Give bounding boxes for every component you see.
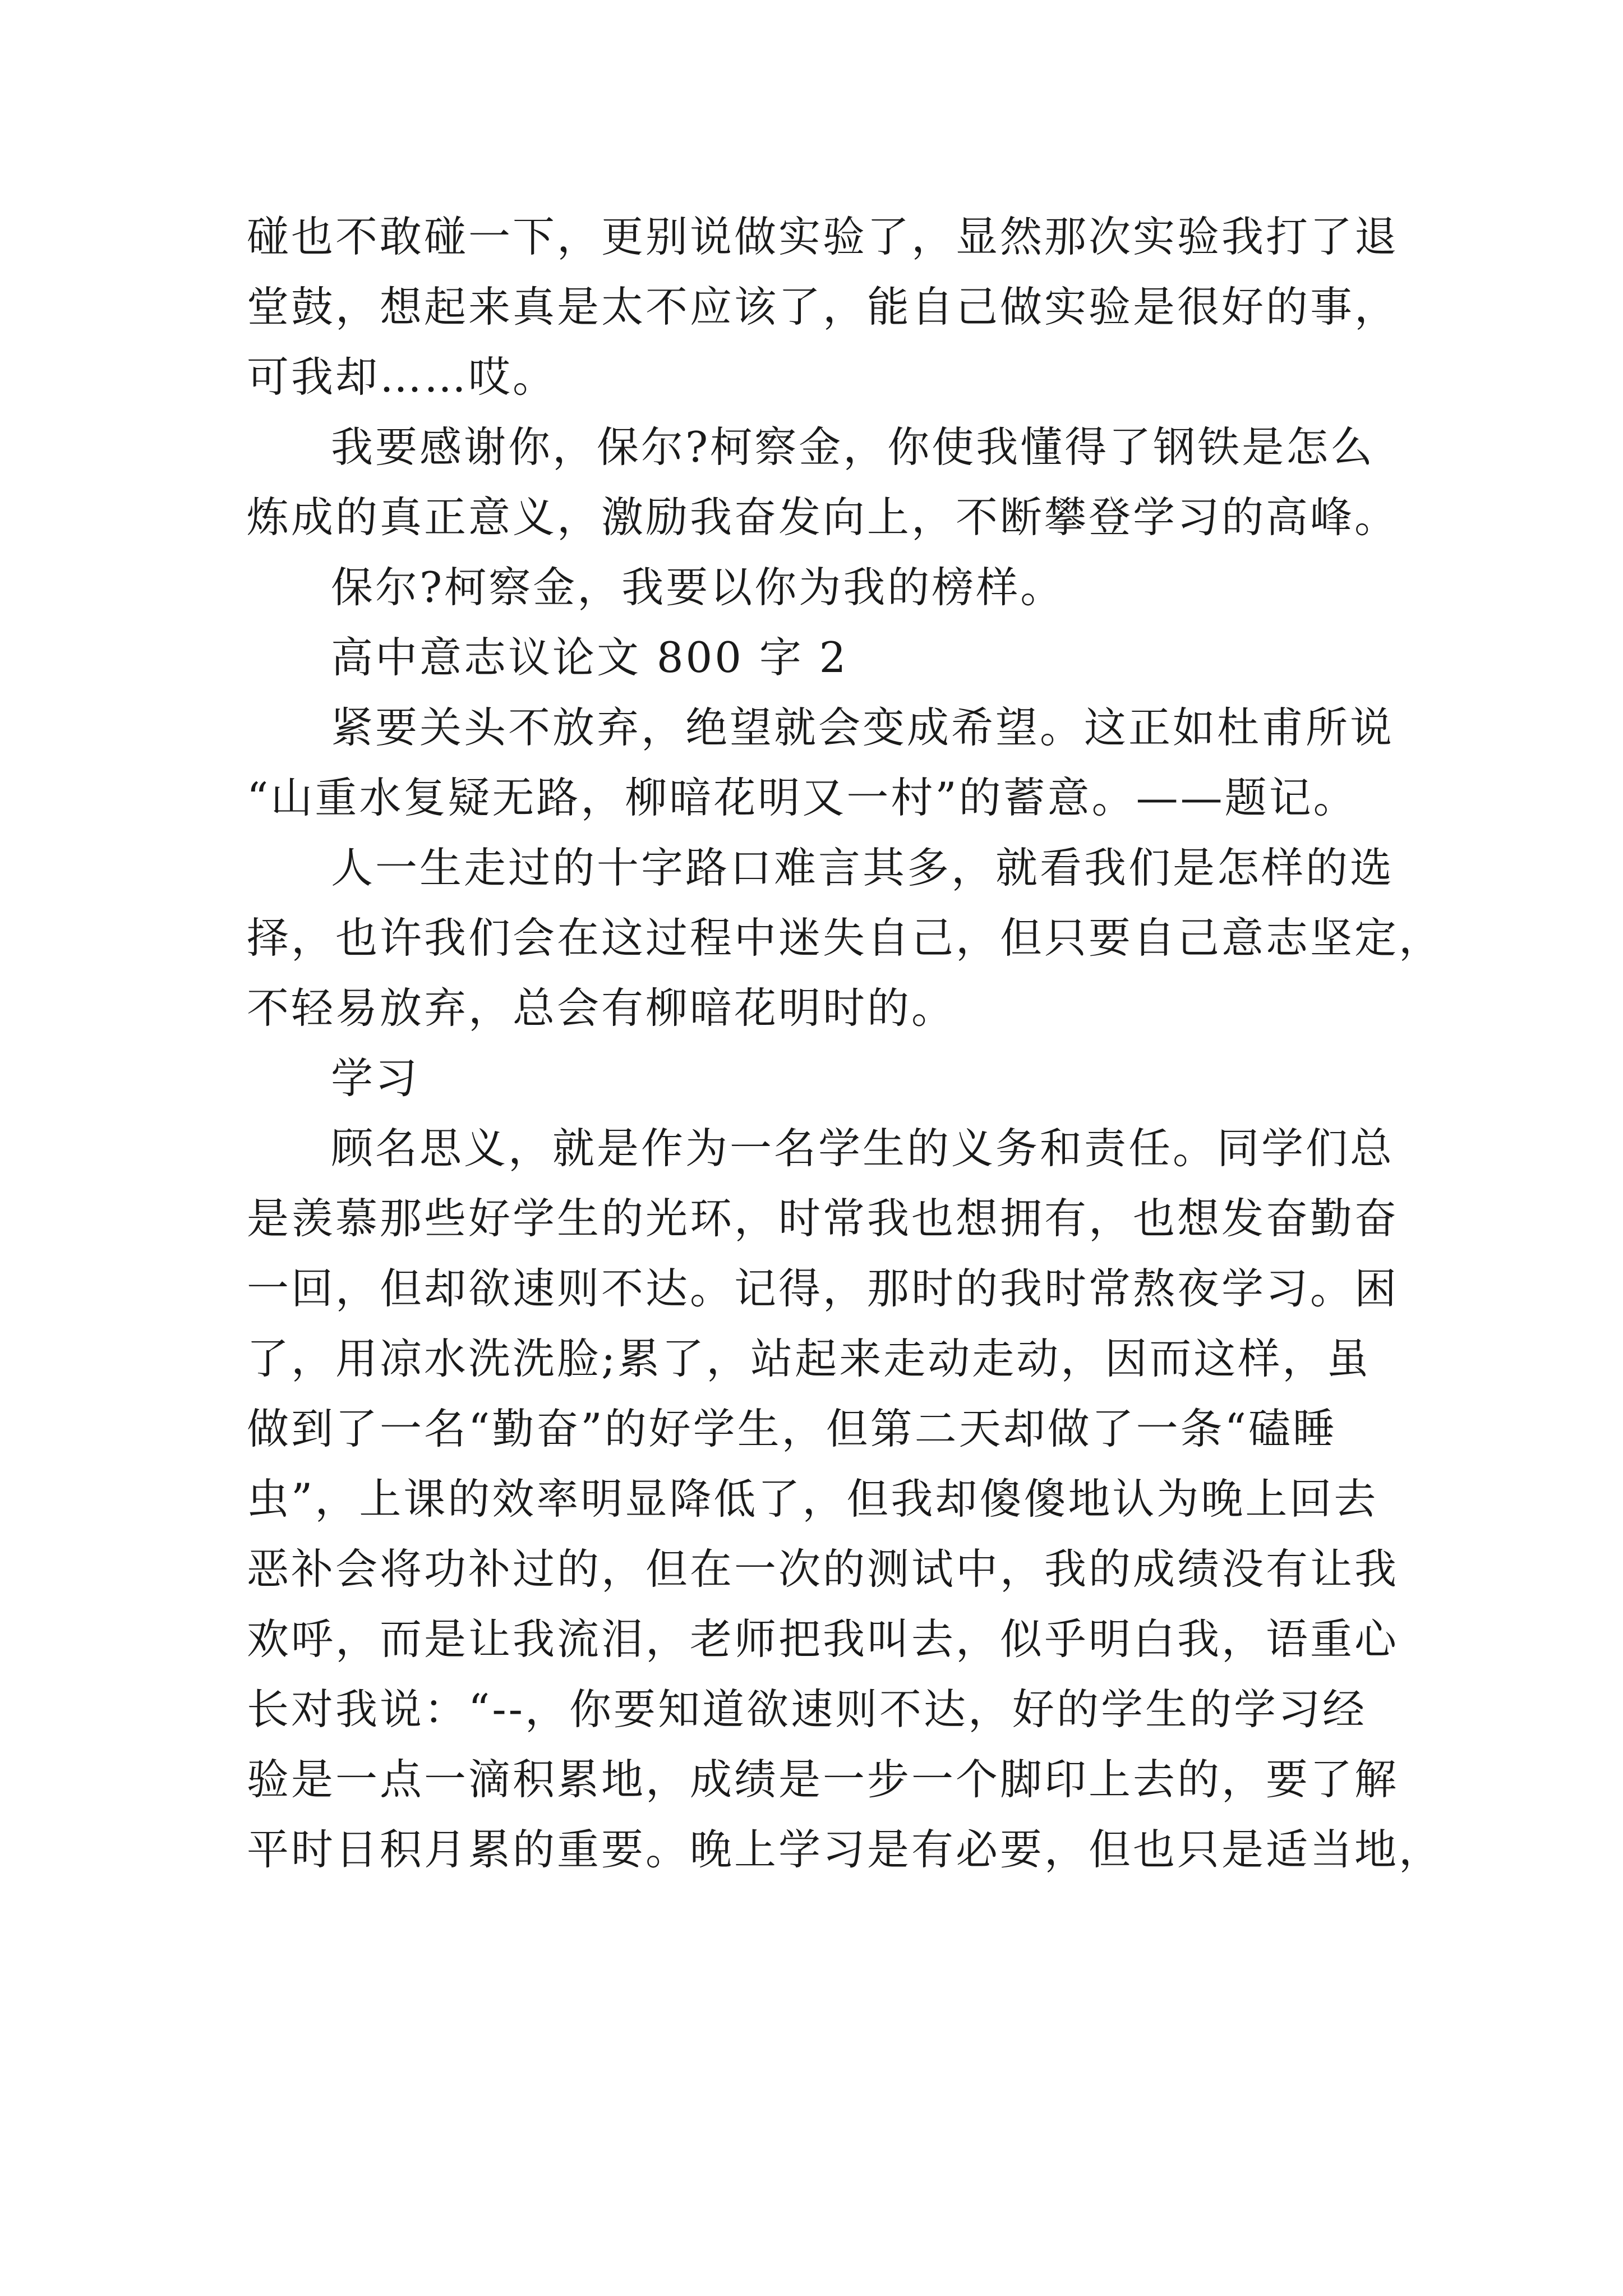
text-line: 平时日积月累的重要。晚上学习是有必要，但也只是适当地， [247, 1825, 1444, 1874]
text-line: 我要感谢你，保尔?柯察金，你使我懂得了钢铁是怎么 [331, 422, 1375, 472]
text-line: 紧要关头不放弃，绝望就会变成希望。这正如杜甫所说 [331, 703, 1395, 752]
text-line: 长对我说：“--，你要知道欲速则不达，好的学生的学习经 [247, 1685, 1367, 1734]
text-line: 碰也不敢碰一下，更别说做实验了，显然那次实验我打了退 [247, 212, 1399, 261]
text-line: 高中意志议论文 800 字 2 [331, 633, 849, 682]
text-line: 不轻易放弃，总会有柳暗花明时的。 [247, 983, 956, 1033]
text-line: 了，用凉水洗洗脸;累了，站起来走动走动，因而这样，虽 [247, 1334, 1371, 1383]
text-line: 人一生走过的十字路口难言其多，就看我们是怎样的选 [331, 843, 1395, 892]
text-line: 可我却……哎。 [247, 352, 557, 402]
text-line: 欢呼，而是让我流泪，老师把我叫去，似乎明白我，语重心 [247, 1614, 1399, 1664]
text-line: 顾名思义，就是作为一名学生的义务和责任。同学们总 [331, 1124, 1395, 1173]
text-line: 验是一点一滴积累地，成绩是一步一个脚印上去的，要了解 [247, 1755, 1399, 1804]
text-line: 是羡慕那些好学生的光环，时常我也想拥有，也想发奋勤奋 [247, 1194, 1399, 1243]
text-line: 炼成的真正意义，激励我奋发向上，不断攀登学习的高峰。 [247, 493, 1399, 542]
text-line: 保尔?柯察金，我要以你为我的榜样。 [331, 563, 1065, 612]
text-line: 一回，但却欲速则不达。记得，那时的我时常熬夜学习。困 [247, 1264, 1399, 1313]
text-line: 做到了一名“勤奋”的好学生，但第二天却做了一条“磕睡 [247, 1404, 1338, 1453]
text-line: 虫”，上课的效率明显降低了，但我却傻傻地认为晚上回去 [247, 1474, 1378, 1524]
text-line: 学习 [331, 1053, 420, 1103]
text-line: 恶补会将功补过的，但在一次的测试中，我的成绩没有让我 [247, 1544, 1399, 1594]
text-line: 堂鼓，想起来真是太不应该了，能自己做实验是很好的事， [247, 282, 1399, 332]
body-text [247, 202, 1444, 1885]
text-line: 择，也许我们会在这过程中迷失自己，但只要自己意志坚定， [247, 913, 1444, 963]
text-line: “山重水复疑无路，柳暗花明又一村”的蓄意。——题记。 [247, 773, 1358, 822]
